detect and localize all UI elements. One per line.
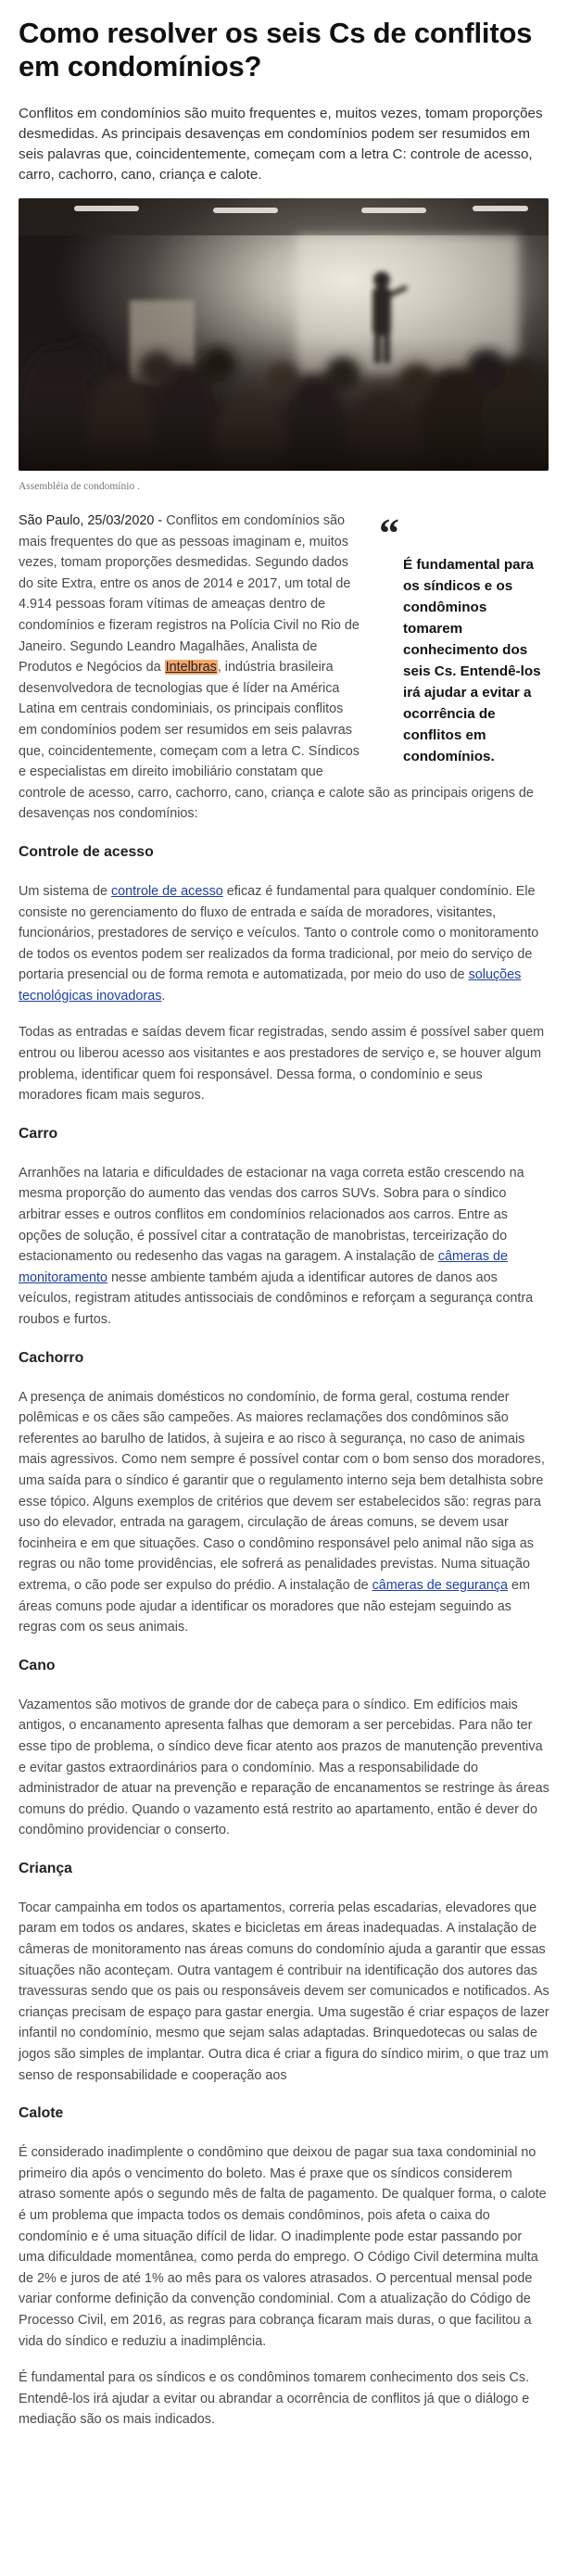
acesso-paragraph-1 bbox=[19, 881, 549, 1007]
pull-quote-text: É fundamental para os síndicos e os condôminos tomarem conhecimento dos seis Cs. Entendê-los irá ajudar a evitar a ocorrência de conflitos em condomínios. bbox=[403, 557, 541, 764]
text-span: Arranhões na lataria e dificuldades de estacionar na vaga correta estão crescendo na mesma proporção do aumento das vendas dos carros SUVs. Sobra para o síndico arbitrar esses e outros conflitos em condomínios relacionados aos carros. Entre as opções de solução, é possível citar a contratação de manobristas, terceirização do estacionamento ou redesenho das vagas na garagem. A instalação de bbox=[19, 1165, 524, 1265]
article-intro bbox=[19, 511, 549, 825]
text-span: eficaz é fundamental para qualquer condomínio. Ele consiste no gerenciamento do fluxo de entrada e saída de moradores, visitantes, funcionários, prestadores de serviço e veículos. Tanto o controle como o monitoramento de todos os eventos podem ser realizados da forma tradicional, por meio do serviço de portaria presencial ou de forma remota e automatizada, por meio do uso de bbox=[19, 883, 539, 983]
text-span: em áreas comuns pode ajudar a identificar os moradores que não estejam seguindo as regras com os seus animais. bbox=[19, 1577, 530, 1635]
article-lead: Conflitos em condomínios são muito frequentes e, muitos vezes, tomam proporções desmedidas. As principais desavenças em condomínios podem ser resumidos em seis palavras que, coincidentemente, começam com a letra C: controle de acesso, carro, cachorro, cano, criança e calote. bbox=[19, 106, 543, 183]
heading-controle-de-acesso: Controle de acesso bbox=[19, 843, 154, 860]
heading-cano: Cano bbox=[19, 1657, 56, 1673]
link-controle-de-acesso[interactable]: controle de acesso bbox=[110, 883, 223, 899]
heading-carro: Carro bbox=[19, 1125, 58, 1142]
assembly-photo-illustration bbox=[19, 198, 549, 471]
intro-text-part-1: Conflitos em condomínios são mais frequentes do que as pessoas imaginam e, muitos vezes, tomam proporções desmedidas. Segundo dados do site Extra, entre os anos de 2014 e 2017, um total de 4.914 pessoas foram vítimas de ameaças dentro de condomínios e fizeram registros na Polícia Civil no Rio de Janeiro. Segundo Leandro Magalhães, Analista de Produtos e Negócios da bbox=[19, 513, 360, 676]
carro-paragraph bbox=[19, 1163, 549, 1331]
crianca-paragraph: Tocar campainha em todos os apartamentos, correria pelas escadarias, elevadores que param em todos os andares, skates e bicicletas em áreas inadequadas. A instalação de câmeras de monitoramento nas áreas comuns do condomínio ajuda a garantir que essas situações não aconteçam. Outra vantagem é contribuir na identificação dos autores das travessuras sendo que os pais ou responsáveis devem ser comunicados e notificados. As crianças precisam de espaço para gastar energia. Uma sugestão é criar espaços de lazer infantil no condomínio, mesmo que sejam salas adaptadas. Brinquedotecas ou salas de jogos são simples de implantar. Outra dica é criar a figura do síndico mirim, o que traz um senso de responsabilidade e cooperação aos bbox=[19, 1900, 549, 2083]
intro-text-part-2: , indústria brasileira desenvolvedora de tecnologias que é líder na América Latina em centrais condominiais, os principais conflitos em condomínios podem ser resumidos em seis palavras que, coincidentemente, começam com a letra C. Síndicos e especialistas em direito imobiliário constatam que controle de acesso, carro, cachorro, cano, criança e calote são as principais origens de desavenças nos condomínios: bbox=[19, 660, 534, 822]
text-span: A presença de animais domésticos no condomínio, de forma geral, costuma render polêmicas e os cães são campeões. As maiores reclamações dos condôminos são referentes ao barulho de latidos, à sujeira e ao risco à segurança, no caso de animais mais agressivos. Como nem sempre é possível contar com o bom senso dos moradores, uma saída para o síndico é garantir que o regulamento interno seja bem detalhista sobre esse tópico. Alguns exemplos de critérios que devem ser estabelecidos são: regras para uso do elevador, entrada na garagem, circulação de áreas comuns, se devem usar focinheira e em que situações. Caso o condômino responsável pelo animal não siga as regras ou não tome providências, ele sofrerá as penalidades previstas. Numa situação extrema, o cão pode ser expulso do prédio. A instalação de bbox=[19, 1389, 545, 1593]
calote-paragraph-2: É fundamental para os síndicos e os condôminos tomarem conhecimento dos seis Cs. Entendê-los irá ajudar a evitar ou abrandar a ocorrência de conflitos já que o diálogo e mediação são os mais indicados. bbox=[19, 2370, 530, 2428]
image-caption: Assembléia de condomínio . bbox=[19, 481, 140, 492]
link-cameras-de-seguranca[interactable]: câmeras de segurança bbox=[372, 1577, 508, 1593]
quote-mark-icon: “ bbox=[379, 511, 399, 556]
heading-cachorro: Cachorro bbox=[19, 1349, 84, 1366]
text-span: Um sistema de bbox=[19, 883, 111, 899]
hero-image-condominium-assembly[interactable] bbox=[19, 198, 549, 471]
cano-paragraph: Vazamentos são motivos de grande dor de cabeça para o síndico. Em edifícios mais antigos, o encanamento apresenta falhas que demoram a ser percebidas. Para não ter esse tipo de problema, o síndico deve ficar atento aos prazos de manutenção preventiva e evitar gastos extraordinários para o condomínio. Mas a responsabilidade do administrador de atuar na prevenção e reparação de encanamentos se restringe às áreas comuns do prédio. Quando o vazamento está restrito ao apartamento, então é dever do condômino providenciar o conserto. bbox=[19, 1697, 549, 1838]
article-title: Como resolver os seis Cs de conflitos em condomínios? bbox=[19, 17, 533, 82]
company-link-intelbras[interactable]: Intelbras bbox=[165, 660, 217, 676]
text-span: . bbox=[161, 988, 166, 1004]
text-span: nesse ambiente também ajuda a identificar autores de danos aos veículos, registram atitudes antissociais de condôminos e reforçam a segurança contra roubos e furtos. bbox=[19, 1269, 534, 1327]
dateline: São Paulo, 25/03/2020 - bbox=[19, 513, 163, 528]
heading-crianca: Criança bbox=[19, 1860, 72, 1876]
calote-paragraph-1: É considerado inadimplente o condômino que deixou de pagar sua taxa condominial no primeiro dia após o vencimento do boleto. Mas é praxe que os síndicos considerem atraso somente após o segundo mês de falta de pagamento. De qualquer forma, o calote é um problema que impacta todos os demais condôminos, pois afeta o caixa do condomínio e é uma situação difícil de lidar. O inadimplente pode estar passando por uma dificuldade momentânea, como perda do emprego. O Código Civil determina multa de 2% e juros de até 1% ao mês para os valores atrasados. O percentual mensal pode variar conforme definição da convenção condominial. Com a atualização do Código de Processo Civil, em 2016, as regras para cobrança ficaram mais duras, o que facilitou a vida do síndico e reduziu a inadimplência. bbox=[19, 2145, 547, 2349]
cachorro-paragraph bbox=[19, 1387, 549, 1638]
link-solucoes-tecnologicas[interactable]: soluções tecnológicas inovadoras bbox=[19, 967, 522, 1004]
heading-calote: Calote bbox=[19, 2105, 64, 2122]
link-cameras-de-monitoramento[interactable]: câmeras de monitoramento bbox=[19, 1249, 509, 1285]
acesso-paragraph-2: Todas as entradas e saídas devem ficar registradas, sendo assim é possível saber quem entrou ou liberou acesso aos visitantes e aos prestadores de serviço e, se houver algum problema, identificar quem foi responsável. Dessa forma, o condomínio e seus moradores ficam mais seguros. bbox=[19, 1025, 545, 1104]
pull-quote bbox=[379, 511, 549, 767]
